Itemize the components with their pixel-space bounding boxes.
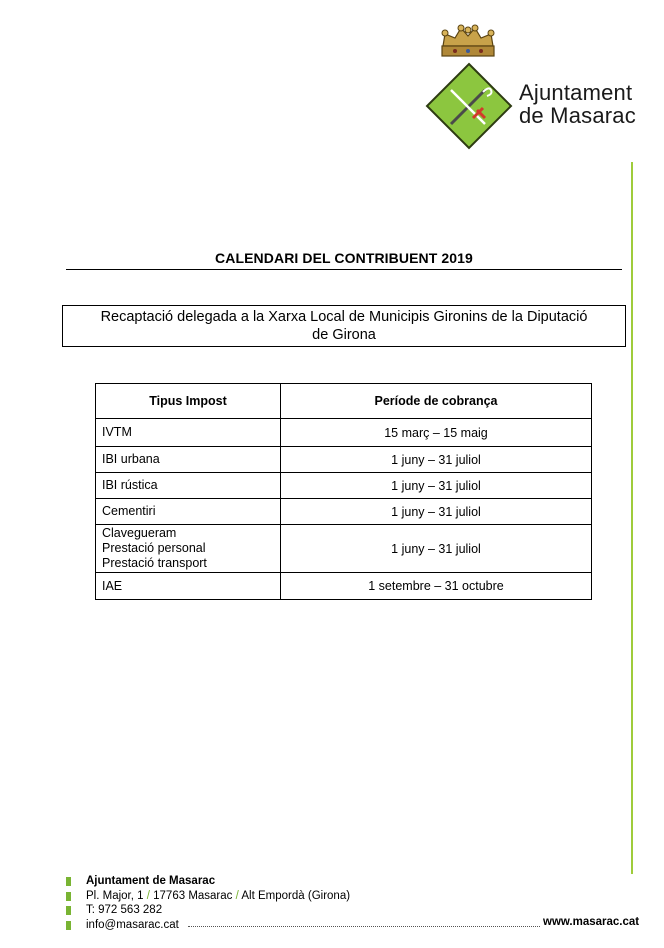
periode-cell: 1 juny – 31 juliol (281, 525, 592, 573)
table-row (96, 525, 592, 573)
tipus-text: Prestació personal (102, 541, 206, 555)
table-row (96, 447, 592, 473)
tipus-cell (96, 499, 281, 525)
subtitle-box (62, 305, 626, 347)
margin-green-rule (631, 162, 633, 874)
footer-email[interactable]: info@masarac.cat (86, 918, 179, 931)
tipus-cell (96, 419, 281, 447)
header-tipus-impost: Tipus Impost (96, 384, 281, 419)
footer-postcode: 17763 Masarac (153, 889, 233, 902)
tipus-cell (96, 447, 281, 473)
table-row (96, 499, 592, 525)
footer-street: Pl. Major, 1 (86, 889, 144, 902)
footer-separator: / (146, 889, 150, 902)
subtitle-line1: Recaptació delegada a la Xarxa Local de Municipis Gironins de la Diputació (100, 309, 588, 325)
footer-address-row (66, 889, 350, 904)
bullet-square-icon (66, 921, 71, 930)
document-title: CALENDARI DEL CONTRIBUENT 2019 (215, 250, 473, 266)
footer-phone-row (66, 903, 350, 918)
periode-cell: 1 juny – 31 juliol (281, 447, 592, 473)
header-periode-cobranca: Període de cobrança (281, 384, 592, 419)
periode-cell: 1 juny – 31 juliol (281, 499, 592, 525)
subtitle-line2: de Girona (312, 327, 376, 343)
footer-phone: T: 972 563 282 (86, 904, 163, 917)
crown-icon (437, 24, 499, 60)
bullet-square-icon (66, 877, 71, 886)
footer-website-link[interactable]: www.masarac.cat (543, 916, 640, 928)
table-row (96, 473, 592, 499)
footer-separator: / (235, 889, 239, 902)
bullet-square-icon (66, 892, 71, 901)
tipus-cell (96, 525, 281, 573)
org-name-line2: de Masarac (519, 103, 636, 128)
bullet-square-icon (66, 906, 71, 915)
tipus-text: IVTM (102, 425, 132, 439)
tipus-text: Clavegueram (102, 526, 177, 540)
coat-of-arms-icon (425, 62, 513, 150)
org-logo-text (519, 81, 636, 127)
table-header-row (96, 384, 592, 419)
tax-calendar-table (95, 383, 592, 600)
footer-org: Ajuntament de Masarac (86, 875, 216, 887)
table-row (96, 573, 592, 600)
table-row (96, 419, 592, 447)
tipus-text: Prestació transport (102, 556, 207, 570)
footer-contact (66, 874, 350, 932)
org-name-line1: Ajuntament (519, 80, 633, 105)
footer-org-row (66, 874, 350, 889)
title-underline (66, 269, 622, 270)
tipus-text: IBI rústica (102, 478, 158, 492)
periode-cell: 1 setembre – 31 octubre (281, 573, 592, 600)
tipus-text: IAE (102, 578, 123, 593)
periode-cell: 1 juny – 31 juliol (281, 473, 592, 499)
tipus-cell (96, 473, 281, 499)
footer-dotted-rule (188, 926, 540, 927)
periode-cell: 15 març – 15 maig (281, 419, 592, 447)
footer-region: Alt Empordà (Girona) (241, 889, 351, 902)
tipus-cell (96, 573, 281, 600)
tipus-text: IBI urbana (102, 452, 160, 466)
tipus-text: Cementiri (102, 504, 156, 518)
